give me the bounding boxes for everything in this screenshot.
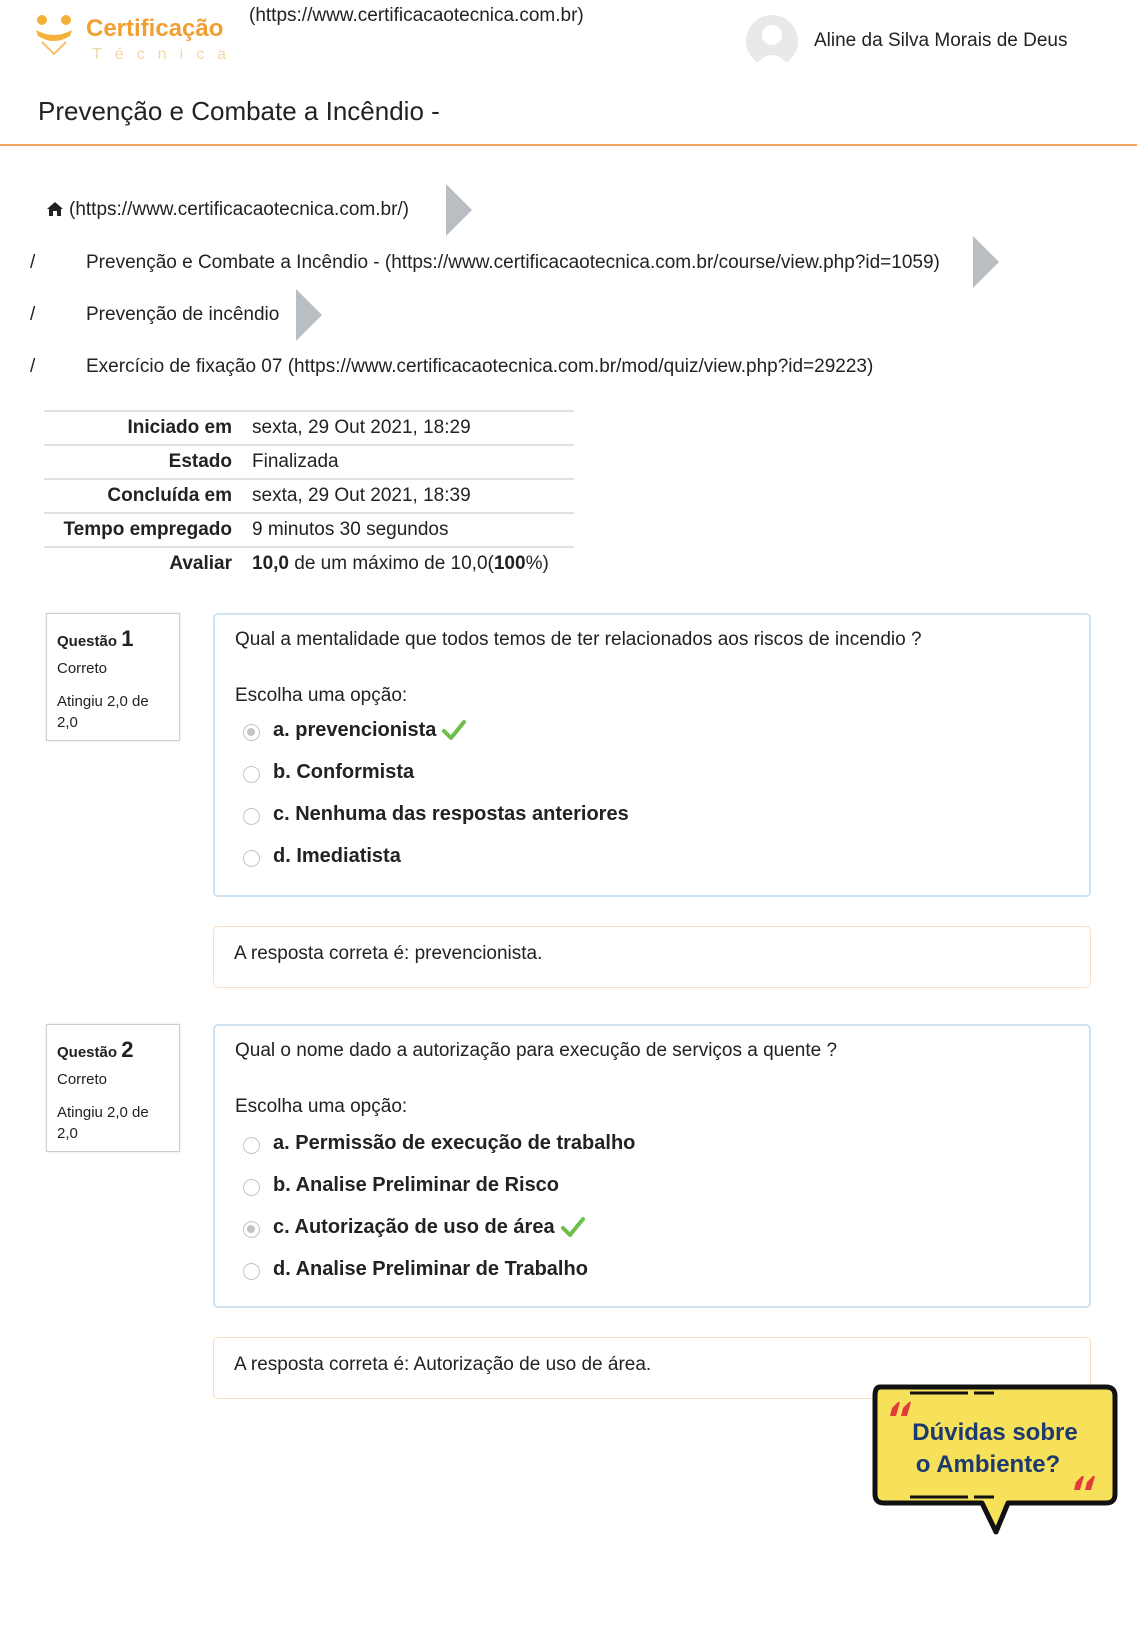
user-avatar-icon [746,15,798,67]
breadcrumb-home-link[interactable]: (https://www.certificacaotecnica.com.br/) [69,199,409,220]
summary-label: Concluída em [44,479,252,513]
question-number: 1 [121,626,134,651]
option-b[interactable] [243,1170,559,1200]
option-c[interactable] [243,1212,586,1242]
grade-middle: de um máximo de 10,0( [288,553,494,574]
breadcrumb-quiz-link[interactable]: Exercício de fixação 07 (https://www.certificacaotecnica.com.br/mod/quiz/view.php?id=29223) [86,356,874,377]
page-title: Prevenção e Combate a Incêndio - [38,96,440,126]
grade-end: %) [525,553,549,574]
option-label: b. Conformista [273,760,415,783]
question-prompt: Escolha uma opção: [235,1096,408,1117]
user-name[interactable]: Aline da Silva Morais de Deus [814,30,1068,51]
option-a[interactable] [243,1128,635,1158]
question-grade: Atingiu 2,0 de 2,0 [57,693,149,731]
avatar[interactable] [746,15,798,67]
feedback-box-1: A resposta correta é: prevencionista. [213,926,1091,988]
option-label: d. Analise Preliminar de Trabalho [273,1257,588,1280]
breadcrumb-arrow-icon [973,236,999,288]
grade-percent: 100 [493,553,526,574]
summary-label: Avaliar [44,547,252,580]
summary-value: sexta, 29 Out 2021, 18:39 [252,479,574,513]
summary-row-time [44,513,574,547]
summary-row-started [44,411,574,445]
question-label: Questão [57,633,118,650]
option-b[interactable] [243,757,414,787]
option-label: d. Imediatista [273,844,401,867]
breadcrumb-separator: / [30,304,36,325]
help-line-1: Dúvidas sobre [912,1419,1078,1446]
check-icon [560,1214,586,1240]
option-label: b. Analise Preliminar de Risco [273,1173,560,1196]
summary-row-state [44,445,574,479]
summary-grade-value [252,547,574,580]
home-icon[interactable] [46,201,64,217]
summary-label: Estado [44,445,252,479]
summary-label: Iniciado em [44,411,252,445]
feedback-box-2: A resposta correta é: Autorização de uso de área. [213,1337,1091,1399]
radio[interactable] [243,1179,260,1196]
question-text: Qual a mentalidade que todos temos de ter relacionados aos riscos de incendio ? [235,629,922,650]
breadcrumb-separator: / [30,252,36,273]
summary-row-completed [44,479,574,513]
radio-selected[interactable] [243,724,260,741]
grade-score: 10,0 [252,553,289,574]
header-divider [0,144,1137,146]
option-label: c. Nenhuma das respostas anteriores [273,802,629,825]
summary-row-grade [44,547,574,580]
breadcrumb-separator: / [30,356,36,377]
summary-value: 9 minutos 30 segundos [252,513,574,547]
question-number: 2 [121,1037,134,1062]
question-prompt: Escolha uma opção: [235,685,408,706]
option-a[interactable] [243,715,467,745]
logo[interactable] [34,14,244,66]
site-url-link[interactable]: (https://www.certificacaotecnica.com.br) [249,5,584,26]
breadcrumb-arrow-icon [296,289,322,341]
help-chat-button[interactable] [870,1382,1120,1542]
logo-text: Certificação [86,15,224,42]
radio[interactable] [243,808,260,825]
option-c[interactable] [243,799,629,829]
breadcrumb-section-link[interactable]: Prevenção de incêndio [86,304,280,325]
question-status: Correto [57,660,108,677]
option-label: a. prevencionista [273,718,437,741]
summary-value: sexta, 29 Out 2021, 18:29 [252,411,574,445]
question-box-1 [213,613,1091,897]
option-d[interactable] [243,1254,588,1284]
radio[interactable] [243,850,260,867]
radio-selected[interactable] [243,1221,260,1238]
radio[interactable] [243,766,260,783]
radio[interactable] [243,1137,260,1154]
question-info-1 [46,613,180,741]
summary-value: Finalizada [252,445,574,479]
breadcrumb-arrow-icon [446,184,472,236]
option-label: a. Permissão de execução de trabalho [273,1131,636,1154]
logo-sub-text: Técnica [92,46,240,63]
option-d[interactable] [243,841,401,871]
check-icon [441,717,467,743]
summary-label: Tempo empregado [44,513,252,547]
question-info-2 [46,1024,180,1152]
radio[interactable] [243,1263,260,1280]
breadcrumb-course-link[interactable]: Prevenção e Combate a Incêndio - (https://www.certificacaotecnica.com.br/course/view.php?id=1059) [86,252,940,273]
help-line-2: o Ambiente? [915,1451,1061,1478]
logo-dot-icon [37,15,47,25]
option-label: c. Autorização de uso de área [273,1215,555,1238]
attempt-summary-table [44,410,574,580]
question-box-2 [213,1024,1091,1308]
question-label: Questão [57,1044,118,1061]
question-text: Qual o nome dado a autorização para execução de serviços a quente ? [235,1040,838,1061]
question-grade: Atingiu 2,0 de 2,0 [57,1104,149,1142]
question-status: Correto [57,1071,108,1088]
